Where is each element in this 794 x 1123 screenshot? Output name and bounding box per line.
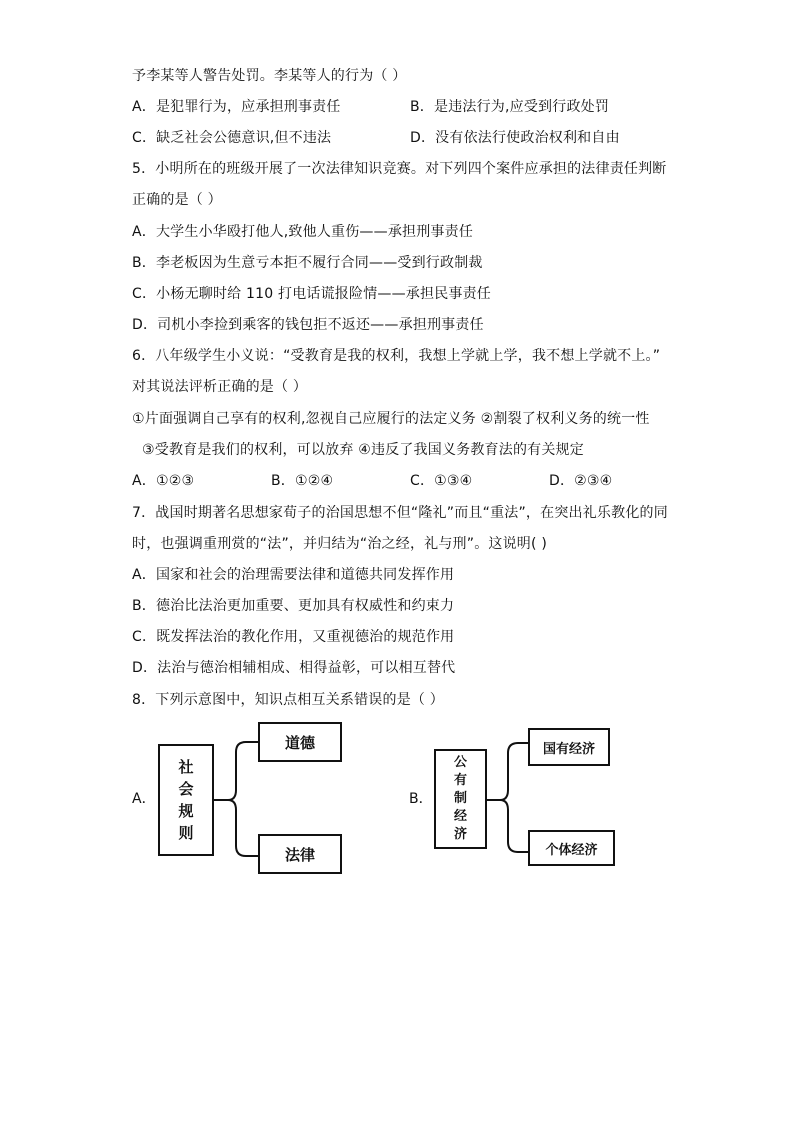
q6-statements-line2: ③受教育是我们的权利，可以放弃 ④违反了我国义务教育法的有关规定 xyxy=(142,442,584,458)
diagram-b-root-box xyxy=(434,749,487,849)
diagram-b-child-state-owned: 国有经济 xyxy=(528,728,610,766)
q7-stem-line1: 7．战国时期著名思想家荀子的治国思想不但“隆礼”而且“重法”，在突出礼乐教化的同 xyxy=(132,505,668,521)
diagram-b-child-individual: 个体经济 xyxy=(528,830,615,866)
q4-option-d[interactable]: D．没有依法行使政治权利和自由 xyxy=(410,130,620,146)
diagram-b-connector-bottom xyxy=(500,800,528,852)
q5-option-a[interactable]: A．大学生小华殴打他人,致他人重伤——承担刑事责任 xyxy=(132,224,474,240)
q7-stem-line2: 时，也强调重刑赏的“法”，并归结为“治之经，礼与刑”。这说明( ) xyxy=(132,536,547,552)
diagram-b-label[interactable]: B． xyxy=(409,791,433,807)
q6-option-a[interactable]: A．①②③ xyxy=(132,473,195,489)
diagram-b-root-text: 公 有 制 经 济 xyxy=(453,755,467,842)
diagram-a-root-text: 社 会 规 则 xyxy=(178,758,194,842)
q5-stem-line1: 5．小明所在的班级开展了一次法律知识竞赛。对下列四个案件应承担的法律责任判断 xyxy=(132,161,667,177)
q4-option-a[interactable]: A．是犯罪行为，应承担刑事责任 xyxy=(132,99,341,115)
q4-option-c[interactable]: C．缺乏社会公德意识,但不违法 xyxy=(132,130,332,146)
q8-stem: 8．下列示意图中，知识点相互关系错误的是（ ） xyxy=(132,692,444,708)
q7-option-d[interactable]: D．法治与德治相辅相成、相得益彰，可以相互替代 xyxy=(132,660,456,676)
q7-option-c[interactable]: C．既发挥法治的教化作用，又重视德治的规范作用 xyxy=(132,629,455,645)
diagram-a-label[interactable]: A． xyxy=(132,791,156,807)
q6-option-b[interactable]: B．①②④ xyxy=(271,473,334,489)
q6-stem-line2: 对其说法评析正确的是（ ） xyxy=(132,379,308,395)
q6-stem-line1: 6．八年级学生小义说：“受教育是我的权利，我想上学就上学，我不想上学就不上。” xyxy=(132,348,661,364)
q4-stem-tail: 予李某等人警告处罚。李某等人的行为（ ） xyxy=(132,68,407,84)
diagram-a-connector-bottom xyxy=(228,800,258,856)
q5-option-b[interactable]: B．李老板因为生意亏本拒不履行合同——受到行政制裁 xyxy=(132,255,483,271)
q5-stem-line2: 正确的是（ ） xyxy=(132,192,222,208)
q6-option-d[interactable]: D．②③④ xyxy=(549,473,613,489)
diagram-a-connector-top xyxy=(214,742,258,800)
q4-option-b[interactable]: B．是违法行为,应受到行政处罚 xyxy=(410,99,610,115)
diagram-a-child-law: 法律 xyxy=(258,834,342,874)
q6-option-c[interactable]: C．①③④ xyxy=(410,473,473,489)
diagram-b-connector-top xyxy=(487,743,528,800)
q7-option-a[interactable]: A．国家和社会的治理需要法律和道德共同发挥作用 xyxy=(132,567,455,583)
q7-option-b[interactable]: B．德治比法治更加重要、更加具有权威性和约束力 xyxy=(132,598,455,614)
diagram-a-root-box xyxy=(158,744,214,856)
q5-option-d[interactable]: D．司机小李捡到乘客的钱包拒不返还——承担刑事责任 xyxy=(132,317,484,333)
diagram-a-child-morality: 道德 xyxy=(258,722,342,762)
q5-option-c[interactable]: C．小杨无聊时给 110 打电话谎报险情——承担民事责任 xyxy=(132,286,491,302)
q6-statements-line1: ①片面强调自己享有的权利,忽视自己应履行的法定义务 ②割裂了权利义务的统一性 xyxy=(132,411,650,427)
